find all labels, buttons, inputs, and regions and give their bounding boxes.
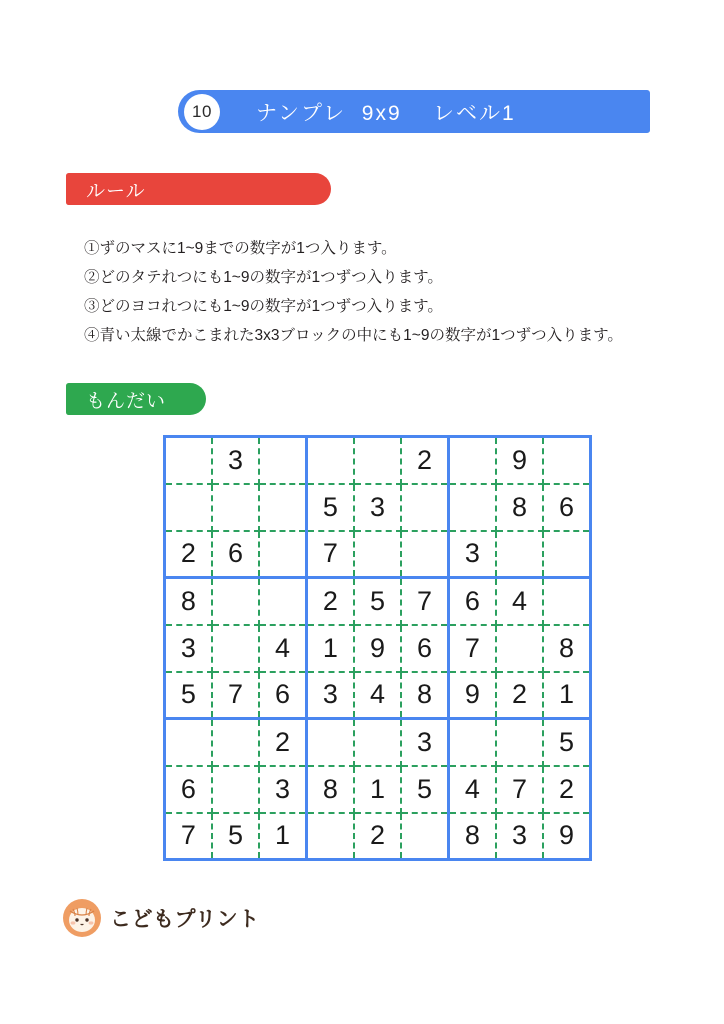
sudoku-grid xyxy=(163,435,592,858)
sudoku-cell[interactable] xyxy=(212,484,259,531)
sudoku-cell[interactable]: 1 xyxy=(306,625,353,672)
page-title-bar xyxy=(178,90,650,133)
sudoku-cell[interactable]: 8 xyxy=(401,672,448,719)
cat-face-icon xyxy=(62,898,102,938)
sudoku-cell[interactable] xyxy=(259,578,306,625)
rules-list xyxy=(84,234,664,350)
sudoku-cell[interactable] xyxy=(543,437,590,484)
sudoku-cell[interactable] xyxy=(165,437,212,484)
sudoku-cell[interactable]: 2 xyxy=(543,766,590,813)
sudoku-cell[interactable]: 4 xyxy=(496,578,543,625)
sudoku-cell[interactable]: 6 xyxy=(212,531,259,578)
sudoku-cell[interactable]: 1 xyxy=(543,672,590,719)
sudoku-cell[interactable] xyxy=(401,484,448,531)
sudoku-row xyxy=(165,484,591,531)
sudoku-cell[interactable]: 8 xyxy=(543,625,590,672)
sudoku-cell[interactable] xyxy=(448,719,495,766)
problem-banner-label: もんだい xyxy=(86,390,167,412)
sudoku-cell[interactable]: 8 xyxy=(448,813,495,860)
sudoku-cell[interactable]: 7 xyxy=(401,578,448,625)
sudoku-row xyxy=(165,672,591,719)
sudoku-cell[interactable]: 6 xyxy=(543,484,590,531)
sudoku-row xyxy=(165,813,591,860)
sudoku-cell[interactable] xyxy=(259,531,306,578)
sudoku-row xyxy=(165,531,591,578)
sudoku-cell[interactable]: 1 xyxy=(259,813,306,860)
sudoku-cell[interactable]: 5 xyxy=(401,766,448,813)
sudoku-cell[interactable]: 6 xyxy=(448,578,495,625)
sudoku-cell[interactable] xyxy=(165,719,212,766)
sudoku-cell[interactable]: 5 xyxy=(543,719,590,766)
rule-item: ①ずのマスに1~9までの数字が1つ入ります。 xyxy=(84,240,397,257)
sudoku-cell[interactable] xyxy=(259,437,306,484)
sudoku-cell[interactable]: 4 xyxy=(259,625,306,672)
sudoku-cell[interactable] xyxy=(401,531,448,578)
sudoku-cell[interactable] xyxy=(543,578,590,625)
sudoku-cell[interactable] xyxy=(306,719,353,766)
sudoku-cell[interactable]: 4 xyxy=(354,672,401,719)
sudoku-cell[interactable]: 7 xyxy=(448,625,495,672)
sudoku-cell[interactable]: 3 xyxy=(401,719,448,766)
sudoku-cell[interactable] xyxy=(259,484,306,531)
problem-banner xyxy=(66,383,206,415)
sudoku-cell[interactable]: 1 xyxy=(354,766,401,813)
sudoku-row xyxy=(165,578,591,625)
sudoku-cell[interactable]: 5 xyxy=(165,672,212,719)
sudoku-cell[interactable] xyxy=(165,484,212,531)
sudoku-cell[interactable] xyxy=(306,813,353,860)
sudoku-row xyxy=(165,437,591,484)
sudoku-cell[interactable]: 6 xyxy=(401,625,448,672)
sudoku-cell[interactable] xyxy=(212,719,259,766)
rule-item: ④青い太線でかこまれた3x3ブロックの中にも1~9の数字が1つずつ入ります。 xyxy=(84,327,623,344)
sudoku-row xyxy=(165,625,591,672)
sudoku-cell[interactable] xyxy=(448,484,495,531)
footer-logo-text: こどもプリント xyxy=(110,908,260,931)
sudoku-cell[interactable]: 7 xyxy=(165,813,212,860)
rule-item: ③どのヨコれつにも1~9の数字が1つずつ入ります。 xyxy=(84,298,443,315)
sudoku-cell[interactable] xyxy=(496,719,543,766)
sudoku-cell[interactable]: 3 xyxy=(496,813,543,860)
rule-item: ②どのタテれつにも1~9の数字が1つずつ入ります。 xyxy=(84,269,443,286)
footer-logo xyxy=(62,898,260,938)
page-number-badge: 10 xyxy=(184,94,220,130)
sudoku-cell[interactable]: 9 xyxy=(559,820,575,851)
sudoku-body xyxy=(165,437,591,860)
sudoku-cell[interactable]: 3 xyxy=(259,766,306,813)
sudoku-cell[interactable] xyxy=(354,719,401,766)
sudoku-cell[interactable]: 9 xyxy=(448,672,495,719)
sudoku-cell[interactable]: 5 xyxy=(212,813,259,860)
rules-banner xyxy=(66,173,331,205)
sudoku-cell[interactable] xyxy=(354,531,401,578)
sudoku-cell[interactable]: 3 xyxy=(212,437,259,484)
sudoku-cell[interactable]: 3 xyxy=(448,531,495,578)
sudoku-cell[interactable]: 5 xyxy=(354,578,401,625)
sudoku-cell[interactable]: 7 xyxy=(306,531,353,578)
sudoku-cell[interactable]: 4 xyxy=(448,766,495,813)
sudoku-cell[interactable]: 6 xyxy=(259,672,306,719)
page-title: ナンプレ 9x9 レベル1 xyxy=(256,101,516,125)
rules-banner-label: ルール xyxy=(86,180,146,202)
sudoku-cell[interactable]: 2 xyxy=(401,437,448,484)
sudoku-cell[interactable] xyxy=(354,437,401,484)
sudoku-cell[interactable]: 8 xyxy=(306,766,353,813)
sudoku-cell[interactable] xyxy=(401,813,448,860)
sudoku-cell[interactable]: 3 xyxy=(306,672,353,719)
sudoku-cell[interactable]: 6 xyxy=(165,766,212,813)
sudoku-cell[interactable] xyxy=(212,766,259,813)
sudoku-cell[interactable]: 2 xyxy=(306,578,353,625)
sudoku-cell[interactable] xyxy=(212,625,259,672)
sudoku-cell[interactable] xyxy=(448,437,495,484)
sudoku-cell[interactable]: 9 xyxy=(496,437,543,484)
sudoku-cell[interactable]: 7 xyxy=(496,766,543,813)
sudoku-cell[interactable]: 8 xyxy=(165,578,212,625)
sudoku-row xyxy=(165,766,591,813)
sudoku-cell[interactable]: 9 xyxy=(354,625,401,672)
sudoku-row xyxy=(165,719,591,766)
sudoku-cell[interactable] xyxy=(306,437,353,484)
sudoku-cell[interactable]: 2 xyxy=(165,531,212,578)
sudoku-cell[interactable]: 2 xyxy=(259,719,306,766)
sudoku-cell[interactable] xyxy=(496,531,543,578)
sudoku-cell[interactable]: 7 xyxy=(212,672,259,719)
sudoku-cell[interactable] xyxy=(212,578,259,625)
sudoku-cell[interactable]: 3 xyxy=(165,625,212,672)
sudoku-cell[interactable]: 8 xyxy=(496,484,543,531)
sudoku-cell[interactable]: 3 xyxy=(354,484,401,531)
sudoku-cell[interactable] xyxy=(496,625,543,672)
sudoku-table xyxy=(163,435,592,861)
sudoku-cell[interactable]: 5 xyxy=(306,484,353,531)
sudoku-cell[interactable]: 2 xyxy=(354,813,401,860)
sudoku-cell[interactable]: 2 xyxy=(496,672,543,719)
sudoku-cell[interactable] xyxy=(543,531,590,578)
